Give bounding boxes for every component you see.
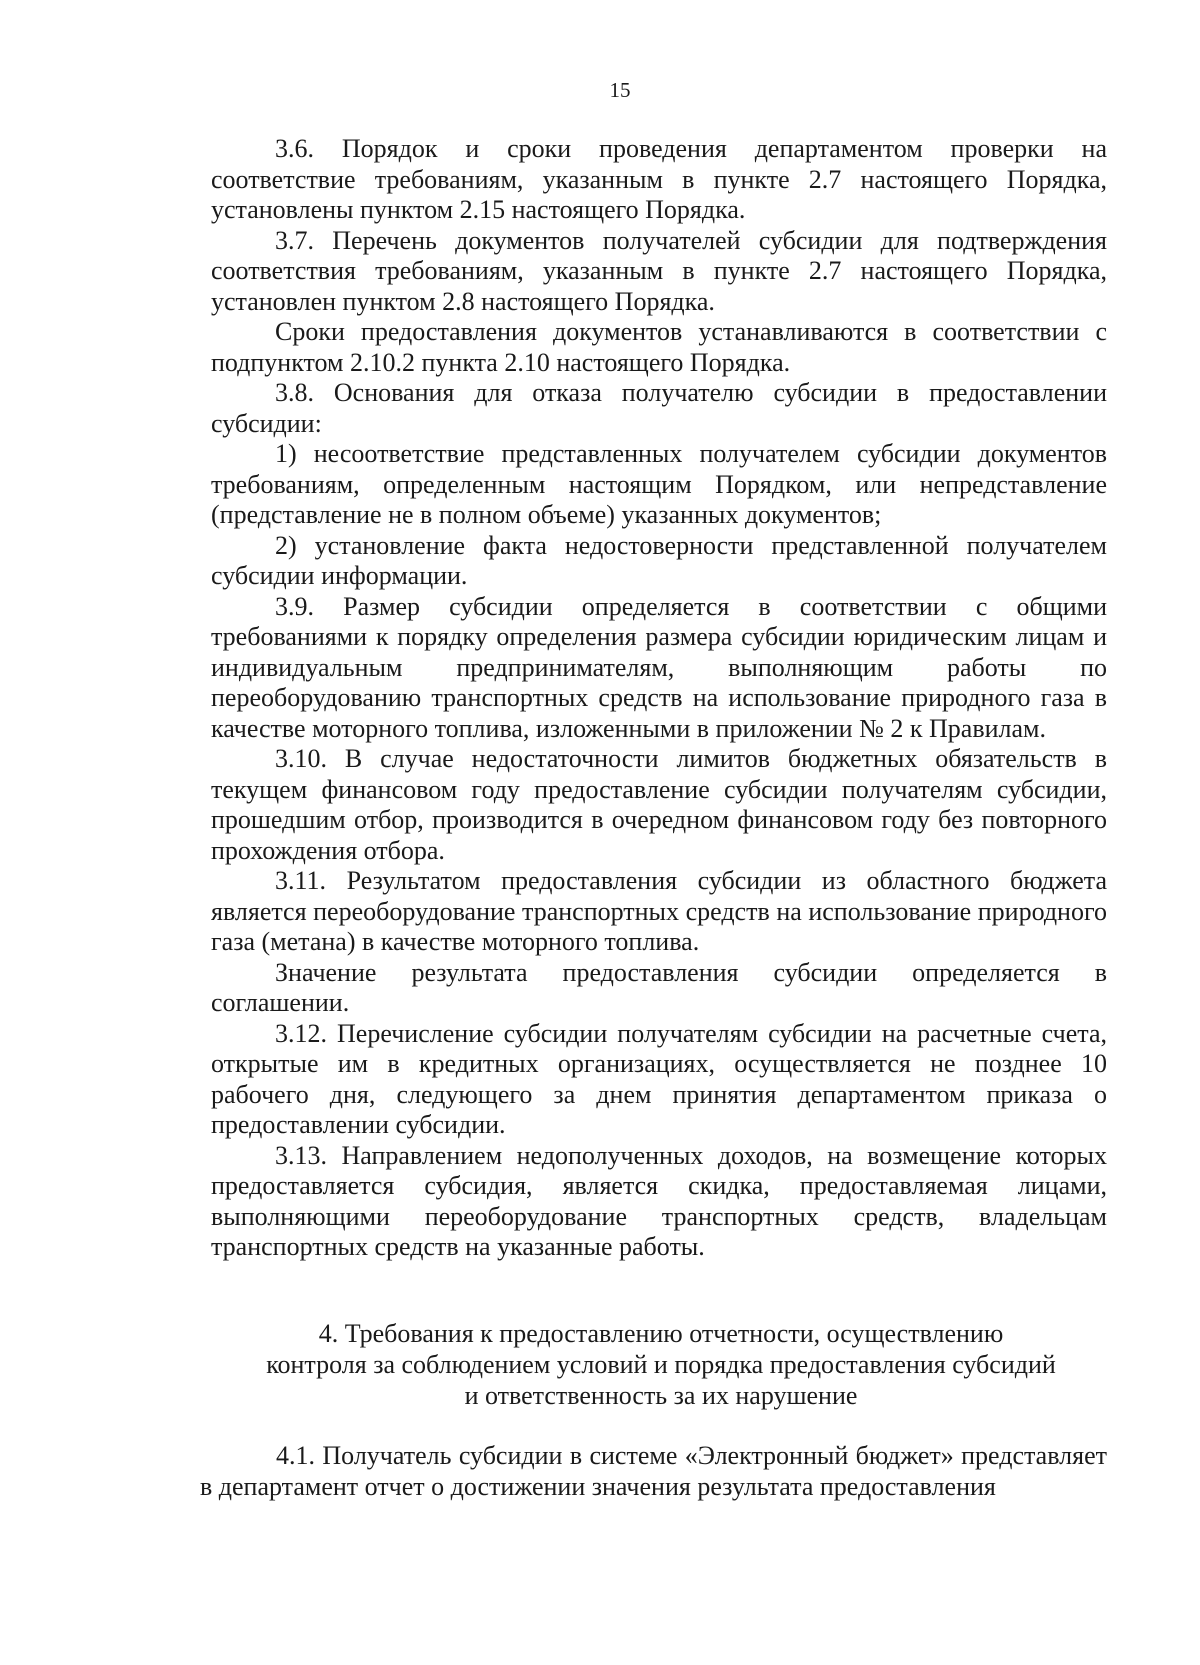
section-4-body (200, 1441, 1107, 1502)
paragraph-refusal-reason-2: 2) установление факта недостоверности представленной получателем субсидии информации. (211, 530, 1107, 590)
paragraph-3-13: 3.13. Направлением недополученных доходов, на возмещение которых предоставляется субсидия, является скидка, предоставляемая лицами, выполняющими переоборудование транспортных средств, владельцам транспортных средств на указанные работы. (211, 1140, 1107, 1261)
paragraph-3-8: 3.8. Основания для отказа получателю субсидии в предоставлении субсидии: (211, 378, 1107, 438)
section-heading-line-2: контроля за соблюдением условий и порядка предоставления субсидий (266, 1350, 1056, 1379)
paragraph-3-7: 3.7. Перечень документов получателей субсидии для подтверждения соответствия требованиям, указанным в пункте 2.7 настоящего Порядка, установлен пунктом 2.8 настоящего Порядка. (211, 225, 1107, 316)
paragraph-4-1: 4.1. Получатель субсидии в системе «Электронный бюджет» представляет в департамент отчет о достижении значения результата предоставления (200, 1441, 1107, 1501)
paragraph-3-12: 3.12. Перечисление субсидии получателям субсидии на расчетные счета, открытые им в кредитных организациях, осуществляется не позднее 10 рабочего дня, следующего за днем принятия департаментом приказа о предоставлении субсидии. (211, 1018, 1107, 1139)
section-heading-line-1: 4. Требования к предоставлению отчетности, осуществлению (318, 1319, 1004, 1348)
paragraph-result-value: Значение результата предоставления субсидии определяется в соглашении. (211, 957, 1107, 1017)
paragraph-3-6: 3.6. Порядок и сроки проведения департаментом проверки на соответствие требованиям, указанным в пункте 2.7 настоящего Порядка, установлены пунктом 2.15 настоящего Порядка. (211, 134, 1107, 224)
paragraph-document-deadlines: Сроки предоставления документов устанавливаются в соответствии с подпунктом 2.10.2 пункта 2.10 настоящего Порядка. (211, 317, 1107, 377)
section-heading-line-3: и ответственность за их нарушение (464, 1381, 858, 1410)
paragraph-3-10: 3.10. В случае недостаточности лимитов бюджетных обязательств в текущем финансовом году предоставление субсидии получателям субсидии, прошедшим отбор, производится в очередном финансовом году без повторного прохождения отбора. (211, 744, 1107, 865)
paragraph-3-9: 3.9. Размер субсидии определяется в соответствии с общими требованиями к порядку определения размера субсидии юридическим лицам и индивидуальным предпринимателям, выполняющим работы по переоборудованию транспортных средств на использование природного газа в качестве моторного топлива, изложенными в приложении № 2 к Правилам. (211, 591, 1107, 743)
page-number: 15 (609, 78, 631, 102)
section-heading (211, 1318, 1111, 1411)
paragraph-3-11: 3.11. Результатом предоставления субсидии из областного бюджета является переоборудование транспортных средств на использование природного газа (метана) в качестве моторного топлива. (211, 866, 1107, 956)
paragraph-refusal-reason-1: 1) несоответствие представленных получателем субсидии документов требованиям, определенным настоящим Порядком, или непредставление (представление не в полном объеме) указанных документов; (211, 439, 1107, 529)
document-body (211, 134, 1107, 1263)
